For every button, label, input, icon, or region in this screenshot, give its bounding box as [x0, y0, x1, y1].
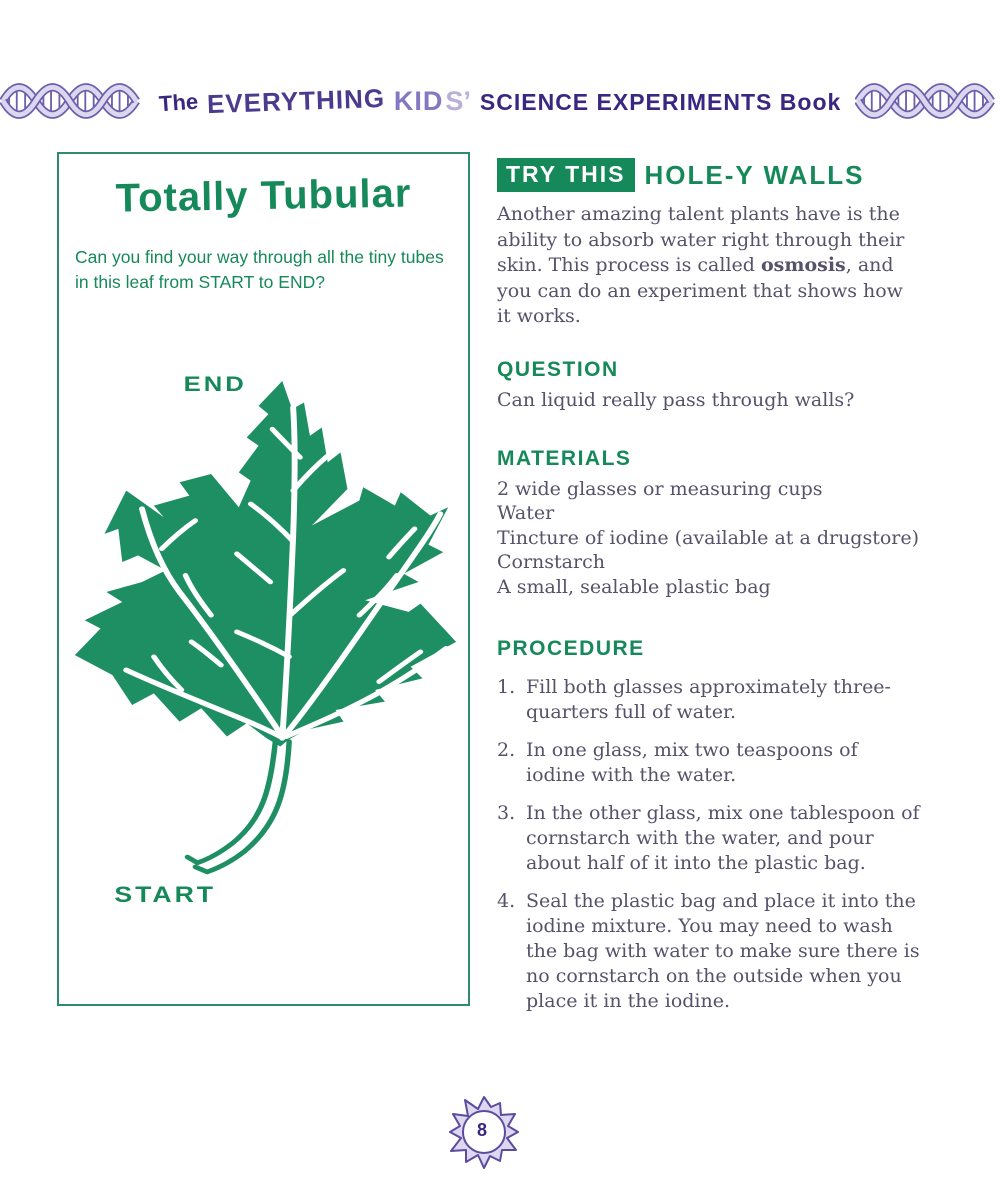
puzzle-title: Totally Tubular: [115, 171, 412, 221]
maze-start-label: START: [114, 882, 217, 906]
step-number: 4.: [497, 890, 516, 912]
question-heading: QUESTION: [497, 357, 619, 381]
article-title: HOLE-Y WALLS: [644, 159, 865, 190]
step-text: Seal the plastic bag and place it into the iodine mixture. You may need to wash the bag with water to make sure there is no cornstarch on the outside when you place it in the iodine.: [526, 890, 920, 1012]
procedure-step: [497, 801, 921, 876]
intro-keyword-osmosis: osmosis: [760, 254, 846, 276]
materials-heading: MATERIALS: [497, 446, 632, 470]
dna-helix-icon: [0, 72, 145, 130]
procedure-step: [497, 889, 921, 1014]
material-item: Tincture of iodine (available at a drugstore): [497, 526, 920, 549]
leaf-stem: [187, 742, 289, 872]
step-number: 2.: [497, 739, 516, 761]
question-text: Can liquid really pass through walls?: [497, 388, 855, 411]
material-item: A small, sealable plastic bag: [497, 575, 771, 598]
step-text: In one glass, mix two teaspoons of iodine with the water.: [526, 739, 858, 786]
procedure-heading: PROCEDURE: [497, 637, 645, 660]
step-text: Fill both glasses approximately three-quarters full of water.: [526, 676, 891, 723]
material-item: Cornstarch: [497, 551, 605, 573]
maple-leaf-shape: [75, 381, 456, 747]
material-item: 2 wide glasses or measuring cups: [497, 477, 823, 500]
step-text: In the other glass, mix one tablespoon of cornstarch with the water, and pour about half of it into the plastic bag.: [526, 802, 920, 874]
intro-text-after: , and you can do an experiment that shows how it works.: [497, 254, 903, 327]
procedure-step: [497, 738, 921, 788]
puzzle-panel: [57, 152, 470, 1006]
procedure-steps: [497, 675, 921, 1014]
step-number: 1.: [497, 676, 516, 698]
try-this-badge: TRY THIS: [497, 158, 635, 192]
intro-text-before: Another amazing talent plants have is the ability to absorb water right through their skin. This process is called: [497, 203, 905, 276]
book-title-the: The: [157, 88, 199, 116]
leaf-maze-illustration: [63, 366, 463, 906]
dna-helix-icon: [855, 72, 1000, 130]
book-title-rest: SCIENCE EXPERIMENTS Book: [479, 88, 842, 115]
procedure-step: [497, 675, 921, 725]
book-title-kid: KID: [393, 85, 444, 116]
maze-end-label: END: [183, 372, 247, 397]
article-headline: [497, 158, 921, 192]
book-title-everything: EVERYTHING: [206, 82, 386, 119]
step-number: 3.: [497, 802, 516, 824]
book-title: [157, 82, 842, 119]
materials-list: [497, 477, 921, 600]
sun-burst-icon: [444, 1092, 524, 1172]
material-item: Water: [497, 502, 555, 524]
book-title-kids-s: S’: [445, 85, 471, 116]
page-header: [0, 66, 1000, 136]
experiment-article: [497, 158, 921, 1027]
puzzle-prompt: Can you find your way through all the tiny tubes in this leaf from START to END?: [75, 247, 444, 292]
page-number: 8: [476, 1119, 487, 1140]
article-intro: [497, 202, 921, 330]
